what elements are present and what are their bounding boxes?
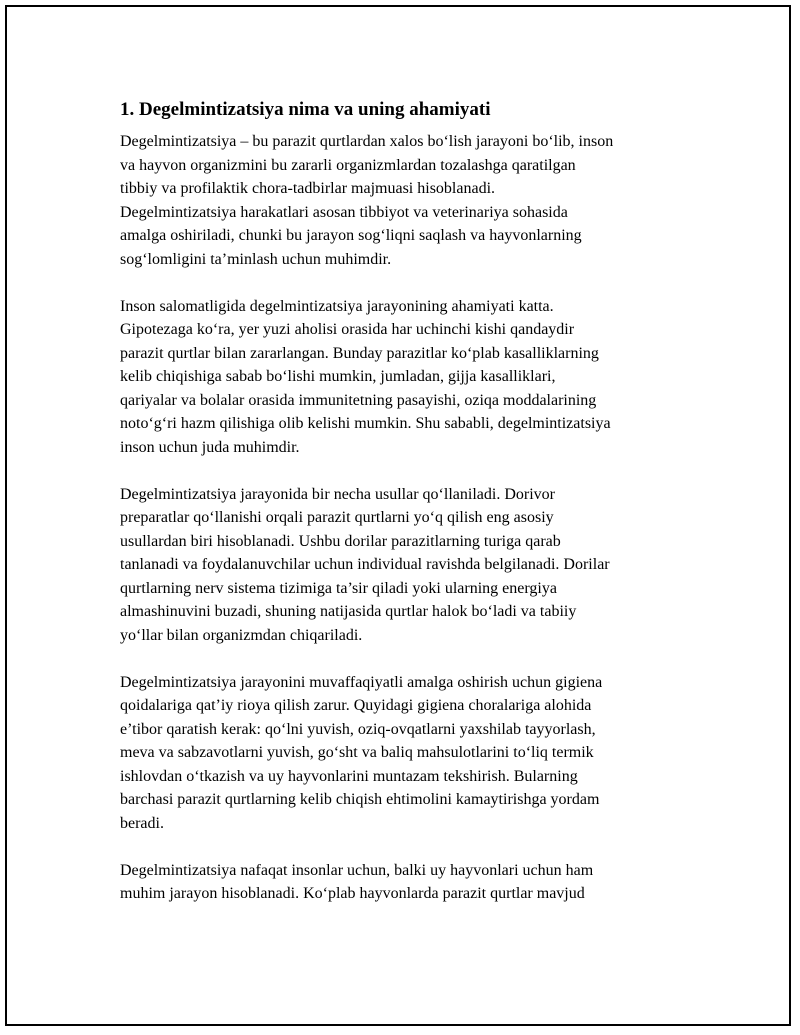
text-line: Degelmintizatsiya – bu parazit qurtlardan xalos bo‘lish jarayoni bo‘lib, inson <box>120 133 614 150</box>
text-line: kelib chiqishiga sabab bo‘lishi mumkin, jumladan, gijja kasalliklari, <box>120 368 556 385</box>
text-line: muhim jarayon hisoblanadi. Ko‘plab hayvonlarda parazit qurtlar mavjud <box>120 885 585 902</box>
text-line: parazit qurtlar bilan zararlangan. Bunday parazitlar ko‘plab kasalliklarning <box>120 344 599 362</box>
text-line: ishlovdan o‘tkazish va uy hayvonlarini muntazam tekshirish. Bularning <box>120 767 578 785</box>
text-line: tanlanadi va foydalanuvchilar uchun individual ravishda belgilanadi. Dorilar <box>120 556 610 573</box>
text-line: meva va sabzavotlarni yuvish, go‘sht va baliq mahsulotlarini to‘liq termik <box>120 744 594 761</box>
paragraph-2 <box>120 295 700 460</box>
text-line: tibbiy va profilaktik chora-tadbirlar majmuasi hisoblanadi. <box>120 180 496 197</box>
text-line: almashinuvini buzadi, shuning natijasida qurtlar halok bo‘ladi va tabiiy <box>120 603 577 620</box>
text-line: beradi. <box>120 814 164 832</box>
page-border <box>5 5 791 1026</box>
text-line: amalga oshiriladi, chunki bu jarayon sog‘liqni saqlash va hayvonlarning <box>120 227 582 244</box>
text-line: barchasi parazit qurtlarning kelib chiqish ehtimolini kamaytirishga yordam <box>120 791 600 808</box>
text-line: inson uchun juda muhimdir. <box>120 438 300 456</box>
text-line: va hayvon organizmini bu zararli organizmlardan tozalashga qaratilgan <box>120 156 576 174</box>
text-line: preparatlar qo‘llanishi orqali parazit qurtlarni yo‘q qilish eng asosiy <box>120 509 554 526</box>
paragraph-5 <box>120 859 700 906</box>
paragraph-1 <box>120 130 700 271</box>
section-heading: 1. Degelmintizatsiya nima va uning ahamiyati <box>120 99 491 120</box>
text-line: Degelmintizatsiya jarayonini muvaffaqiyatli amalga oshirish uchun gigiena <box>120 673 603 691</box>
text-line: sog‘lomligini ta’minlash uchun muhimdir. <box>120 250 392 268</box>
text-line: yo‘llar bilan organizmdan chiqariladi. <box>120 626 363 644</box>
document-body <box>120 97 700 929</box>
text-line: usullardan biri hisoblanadi. Ushbu dorilar parazitlarning turiga qarab <box>120 532 561 550</box>
text-line: Gipotezaga ko‘ra, yer yuzi aholisi orasida har uchinchi kishi qandaydir <box>120 321 575 338</box>
text-line: qariyalar va bolalar orasida immunitetning pasayishi, oziqa moddalarining <box>120 391 597 409</box>
text-line: Degelmintizatsiya harakatlari asosan tibbiyot va veterinariya sohasida <box>120 203 568 221</box>
text-line: qoidalariga qat’iy rioya qilish zarur. Quyidagi gigiena choralariga alohida <box>120 697 592 714</box>
text-line: Degelmintizatsiya jarayonida bir necha usullar qo‘llaniladi. Dorivor <box>120 485 555 503</box>
paragraph-4 <box>120 671 700 836</box>
text-line: Inson salomatligida degelmintizatsiya jarayonining ahamiyati katta. <box>120 297 554 315</box>
text-line: e’tibor qaratish kerak: qo‘lni yuvish, oziq-ovqatlarni yaxshilab tayyorlash, <box>120 720 596 738</box>
text-line: Degelmintizatsiya nafaqat insonlar uchun, balki uy hayvonlari uchun ham <box>120 861 594 879</box>
text-line: noto‘g‘ri hazm qilishiga olib kelishi mumkin. Shu sababli, degelmintizatsiya <box>120 415 611 432</box>
text-line: qurtlarning nerv sistema tizimiga ta’sir qiladi yoki ularning energiya <box>120 579 557 597</box>
paragraph-3 <box>120 483 700 648</box>
